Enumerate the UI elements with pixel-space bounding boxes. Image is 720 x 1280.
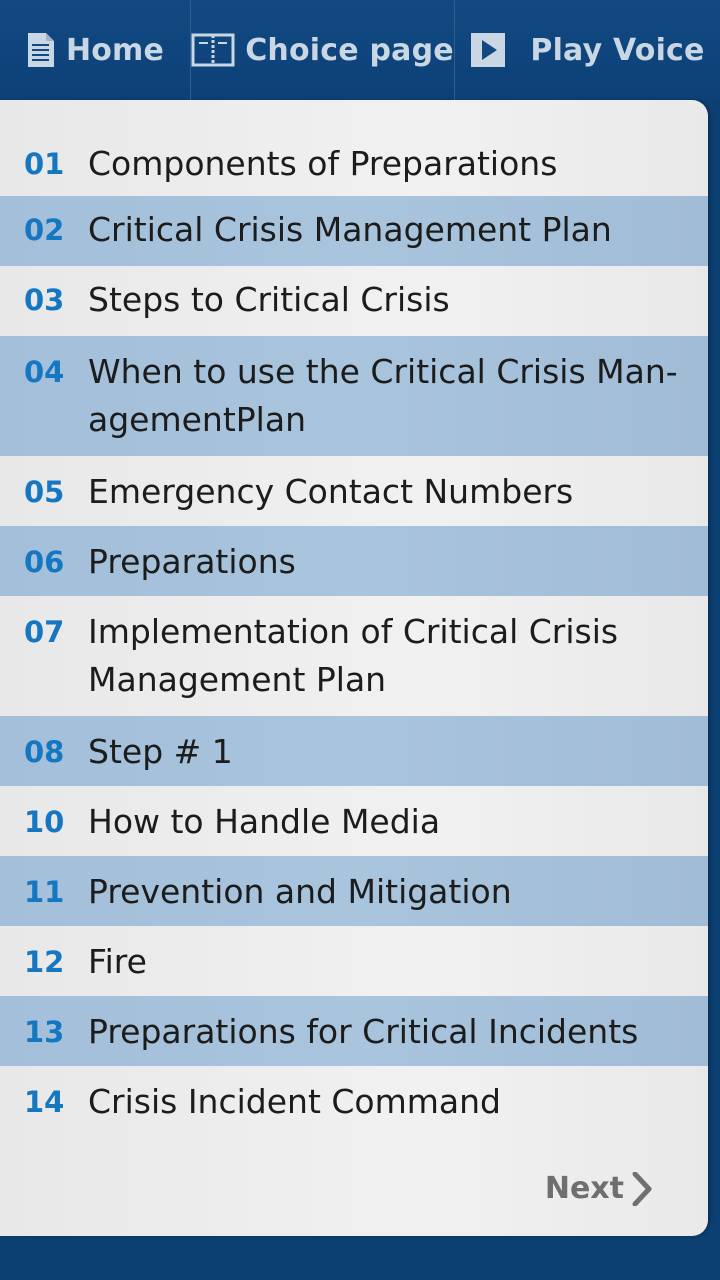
item-number: 03 — [24, 283, 65, 317]
item-number: 01 — [24, 147, 65, 181]
list-item[interactable] — [0, 786, 708, 856]
choice-page-button[interactable] — [190, 0, 454, 100]
list-item[interactable] — [0, 526, 708, 596]
next-label: Next — [544, 1171, 624, 1206]
document-icon — [26, 32, 56, 68]
item-number: 07 — [24, 615, 65, 649]
item-title: How to Handle Media — [88, 802, 441, 841]
item-title: Implementation of Critical Crisis Management Plan — [88, 612, 619, 699]
item-title: Prevention and Mitigation — [88, 872, 512, 911]
list-item[interactable] — [0, 716, 708, 786]
list-item[interactable] — [0, 336, 708, 456]
book-icon — [191, 33, 235, 67]
item-number: 02 — [24, 213, 65, 247]
item-number: 08 — [24, 735, 65, 769]
choice-page-label: Choice page — [245, 32, 454, 68]
chapter-list-panel — [0, 100, 708, 1236]
play-icon — [470, 32, 506, 68]
item-title: Fire — [88, 942, 147, 981]
item-title: Preparations for Critical Incidents — [88, 1012, 639, 1051]
item-title: Components of Preparations — [88, 144, 558, 183]
list-item[interactable] — [0, 266, 708, 336]
next-button[interactable] — [545, 1171, 652, 1206]
home-button[interactable] — [0, 0, 190, 100]
item-number: 05 — [24, 475, 65, 509]
play-voice-button[interactable] — [454, 0, 720, 100]
list-item[interactable] — [0, 596, 708, 716]
item-number: 04 — [24, 355, 65, 389]
list-item[interactable] — [0, 1066, 708, 1136]
item-title: Crisis Incident Command — [88, 1082, 501, 1121]
top-nav-bar — [0, 0, 720, 100]
item-title: Step # 1 — [88, 732, 233, 771]
list-item[interactable] — [0, 856, 708, 926]
item-number: 12 — [24, 945, 65, 979]
item-title: Preparations — [88, 542, 296, 581]
list-item[interactable] — [0, 996, 708, 1066]
chevron-right-icon — [632, 1172, 652, 1206]
item-title: When to use the Critical Crisis Man-agementPlan — [88, 352, 678, 439]
item-number: 06 — [24, 545, 65, 579]
list-item[interactable] — [0, 456, 708, 526]
item-number: 10 — [24, 805, 65, 839]
item-number: 13 — [24, 1015, 65, 1049]
play-voice-label: Play Voice — [530, 32, 705, 68]
item-number: 11 — [24, 875, 65, 909]
list-item[interactable] — [0, 926, 708, 996]
item-title: Steps to Critical Crisis — [88, 280, 450, 319]
list-item[interactable] — [0, 140, 708, 196]
item-title: Critical Crisis Management Plan — [88, 210, 612, 249]
list-item[interactable] — [0, 196, 708, 266]
item-title: Emergency Contact Numbers — [88, 472, 574, 511]
home-label: Home — [65, 32, 165, 68]
item-number: 14 — [24, 1085, 65, 1119]
